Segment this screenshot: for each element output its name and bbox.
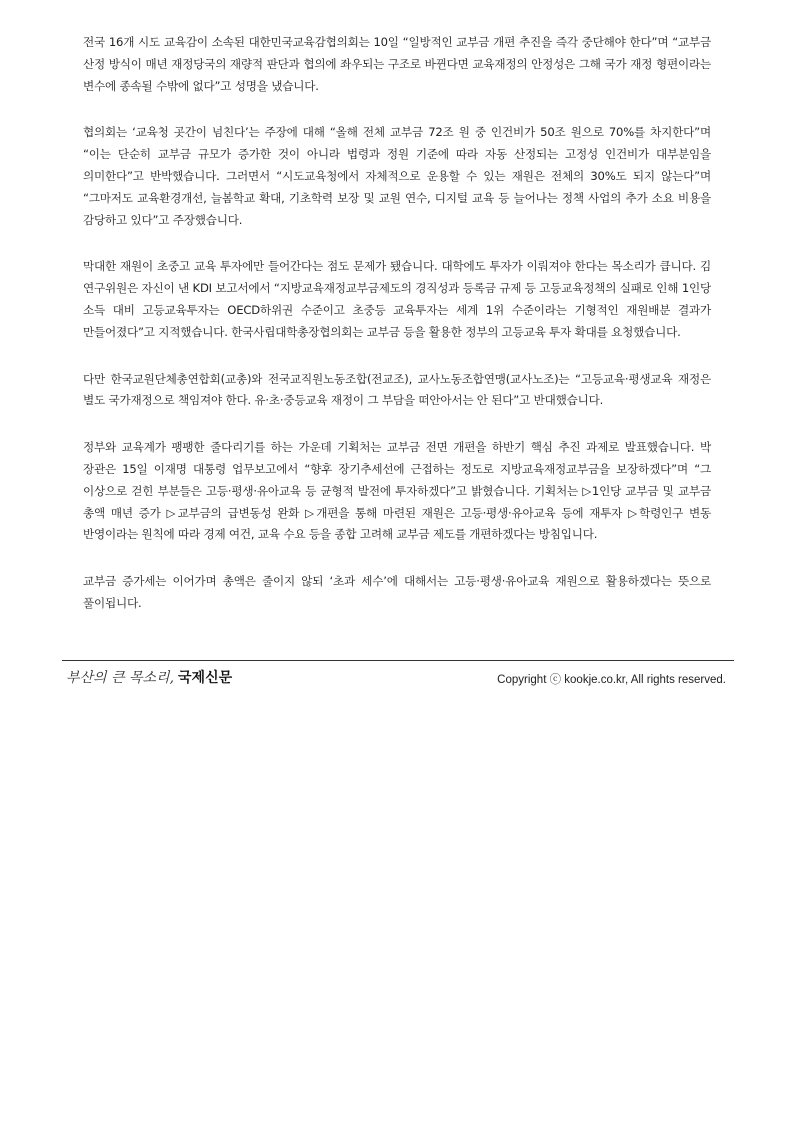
footer-divider	[62, 660, 734, 661]
footer-copyright: Copyright ⓒ kookje.co.kr, All rights reserved.	[497, 674, 726, 686]
footer-brand: 국제신문	[178, 670, 233, 686]
article-paragraph-2: 협의회는 ‘교육청 곳간이 넘친다’는 주장에 대해 “올해 전체 교부금 72조 원 중 인건비가 50조 원으로 70%를 차지한다”며 “이는 단순히 교부금 규모가 증가한 것이 아니라 법령과 정원 기준에 따라 자동 산정되는 고정성 인건비가 대부분임을 의미한다”고 반박했습니다. 그러면서 “시도교육청에서 자체적으로 운용할 수 있는 재원은 전체의 30%도 되지 않는다”며 “그마저도 교육환경개선, 늘봄학교 확대, 기초학력 보장 및 교원 연수, 디지털 교육 등 늘어나는 정책 사업의 추가 소요 비용을 감당하고 있다”고 주장했습니다.	[83, 125, 711, 227]
article-paragraph-6: 교부금 증가세는 이어가며 총액은 줄이지 않되 ‘초과 세수’에 대해서는 고등·평생·유아교육 재원으로 활용하겠다는 뜻으로 풀이됩니다.	[83, 574, 711, 610]
article-body	[83, 32, 711, 640]
article-paragraph-5: 정부와 교육계가 팽팽한 줄다리기를 하는 가운데 기획처는 교부금 전면 개편을 하반기 핵심 추진 과제로 발표했습니다. 박 장관은 15일 이재명 대통령 업무보고에서 “향후 장기추세선에 근접하는 정도로 지방교육재정교부금을 보장하겠다”며 “그 이상으로 걷힌 부분들은 고등·평생·유아교육 등 균형적 발전에 투자하겠다”고 밝혔습니다. 기획처는 ▷1인당 교부금 및 교부금 총액 매년 증가 ▷교부금의 급변동성 완화 ▷개편을 통해 마련된 재원은 고등·평생·유아교육 등에 재투자 ▷학령인구 변동 반영이라는 원칙에 따라 경제 여건, 교육 수요 등을 종합 고려해 교부금 제도를 개편하겠다는 방침입니다.	[83, 440, 711, 542]
article-paragraph-4: 다만 한국교원단체총연합회(교총)와 전국교직원노동조합(전교조), 교사노동조합연맹(교사노조)는 “고등교육·평생교육 재정은 별도 국가재정으로 책임져야 한다. 유·초·중등교육 재정이 그 부담을 떠안아서는 안 된다”고 반대했습니다.	[83, 371, 711, 408]
article-paragraph-3: 막대한 재원이 초중고 교육 투자에만 들어간다는 점도 문제가 됐습니다. 대학에도 투자가 이뤄져야 한다는 목소리가 큽니다. 김 연구위원은 자신이 낸 KDI 보고서에서 “지방교육재정교부금제도의 경직성과 등록금 규제 등 고등교육정책의 실패로 인해 1인당 소득 대비 고등교육투자는 OECD하위권 수준이고 초중등 교육투자는 세계 1위 수준이라는 기형적인 재원배분 결과가 만들어졌다”고 지적했습니다. 한국사립대학총장협의회는 교부금 등을 활용한 정부의 고등교육 투자 확대를 요청했습니다.	[83, 259, 711, 339]
footer-logo	[66, 668, 232, 688]
article-paragraph-1: 전국 16개 시도 교육감이 소속된 대한민국교육감협의회는 10일 “일방적인 교부금 개편 추진을 즉각 중단해야 한다”며 “교부금 산정 방식이 매년 재정당국의 재량적 판단과 협의에 좌우되는 구조로 바뀐다면 교육재정의 안정성은 그해 국가 재정 형편이라는 변수에 종속될 수밖에 없다”고 성명을 냈습니다.	[83, 35, 711, 93]
footer-slogan: 부산의 큰 목소리,	[66, 670, 175, 686]
